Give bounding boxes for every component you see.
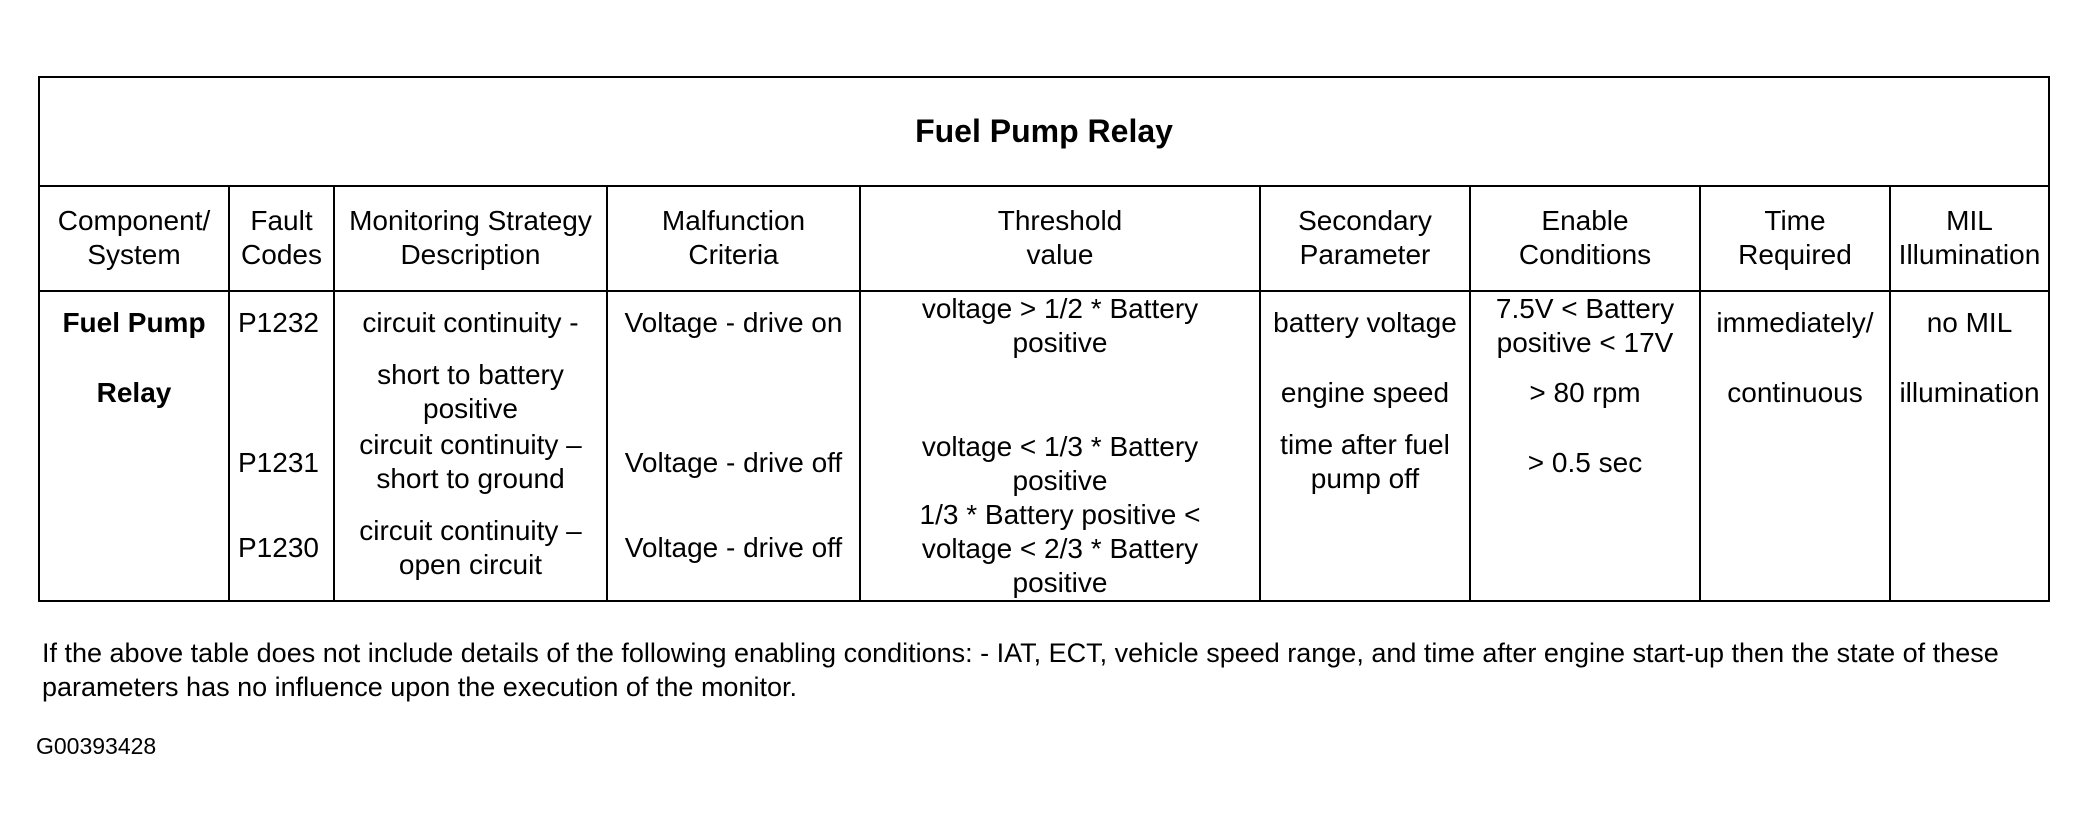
monitoring-1: circuit continuity - [362,307,579,338]
secondary-2: engine speed [1280,377,1450,408]
column-malfunction [606,185,859,600]
malfunction-1: Voltage - drive on [624,307,843,338]
monitoring-3: circuit continuity – short to ground [359,429,582,494]
malfunction-2: Voltage - drive off [624,447,843,478]
header-threshold: Threshold value [861,185,1259,292]
column-fault-codes [228,185,333,600]
enable-1: 7.5V < Battery positive < 17V [1495,293,1675,358]
fuel-pump-relay-table [38,76,2050,602]
malfunction-3: Voltage - drive off [624,532,843,563]
enabling-conditions-note: If the above table does not include details of the following enabling conditions: - IAT, ECT, vehicle speed range, and time after engine start-up then the state of these parameters has no influence upon the execution of the monitor. [42,638,1999,702]
header-secondary: Secondary Parameter [1261,185,1469,292]
time-required-2: continuous [1727,377,1863,408]
header-time-required: Time Required [1701,185,1889,292]
secondary-3: time after fuel pump off [1280,429,1450,494]
time-required-1: immediately/ [1716,307,1874,338]
component-line2: Relay [96,377,172,408]
secondary-1: battery voltage [1273,307,1457,338]
enable-3: > 0.5 sec [1527,447,1643,478]
column-enable [1469,185,1699,600]
threshold-3: 1/3 * Battery positive < voltage < 2/3 * Battery positive [919,499,1201,598]
figure-reference: G00393428 [36,733,157,759]
monitoring-2: short to battery positive [377,359,564,424]
header-monitoring: Monitoring Strategy Description [335,185,606,292]
fault-code-p1231: P1231 [238,447,319,478]
header-fault-codes: Fault Codes [230,185,333,292]
mil-1: no MIL [1926,307,2013,338]
column-threshold [859,185,1259,600]
header-enable: Enable Conditions [1471,185,1699,292]
header-component: Component/ System [40,185,228,292]
column-time-required [1699,185,1889,600]
component-line1: Fuel Pump [62,307,206,338]
column-monitoring [333,185,606,600]
mil-2: illumination [1899,377,2040,408]
column-secondary [1259,185,1469,600]
fault-code-p1230: P1230 [238,532,319,563]
column-mil [1889,185,2048,600]
threshold-1: voltage > 1/2 * Battery positive [921,293,1199,358]
enable-2: > 80 rpm [1529,377,1641,408]
threshold-2: voltage < 1/3 * Battery positive [921,431,1199,496]
header-malfunction: Malfunction Criteria [608,185,859,292]
header-mil: MIL Illumination [1891,185,2048,292]
fault-code-p1232: P1232 [238,307,319,338]
table-title: Fuel Pump Relay [40,78,2048,187]
monitoring-4: circuit continuity – open circuit [359,515,582,580]
column-component [40,185,228,600]
